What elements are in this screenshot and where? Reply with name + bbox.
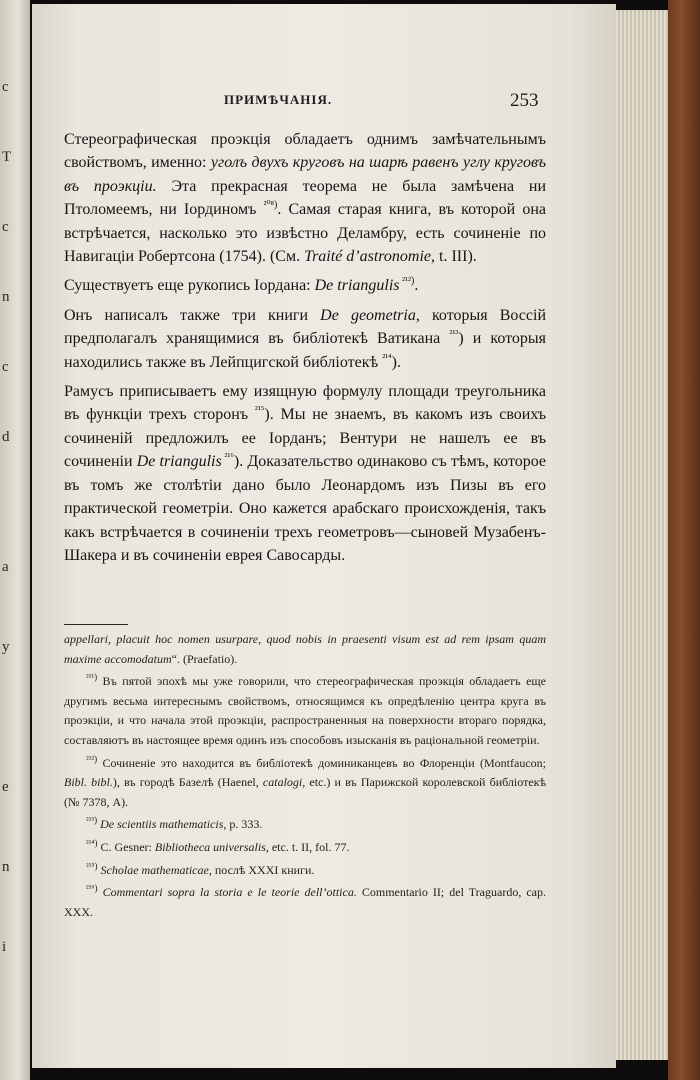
left-page-fragment: с xyxy=(2,219,9,235)
italic-title: Traité d’astronomie xyxy=(304,248,432,266)
left-page-fragment: n xyxy=(2,289,10,305)
footnote-number: ²¹³) xyxy=(86,815,98,826)
paragraph xyxy=(64,274,546,297)
text-run: ). Мы не знаемъ, въ какомъ изъ своихъ сочиненій предложилъ ее Іорданъ; Вентури не нашелъ ее въ сочиненіи xyxy=(64,406,547,471)
italic-title: De scientiis mathematicis xyxy=(100,817,224,832)
footnote-text: ), въ городѣ Базелѣ (Haenel, xyxy=(112,775,263,790)
page-block-edges xyxy=(616,10,668,1060)
left-page-fragment: с xyxy=(2,359,9,375)
main-text xyxy=(64,128,546,573)
paragraph xyxy=(64,380,546,567)
footnote-ref: ²⁰⁸) xyxy=(263,199,278,211)
text-run: Онъ написалъ также три книги xyxy=(64,306,321,324)
footnote-ref: ²¹²) xyxy=(399,276,415,288)
text-run: ) и которыя находились также въ Лейпцигской библіотекѣ xyxy=(64,330,547,371)
text-run: ). Доказательство одинаково съ тѣмъ, которое въ томъ же столѣтіи дано было Леонардомъ изъ Пизы въ его практической геометріи. Оно кажется арабскаго происхожденія, такъ какъ встрѣчается в сочиненіи трехъ геометровъ—сыновей Музабенъ-Шакера и въ сочиненіи еврея Савосарды. xyxy=(64,453,547,564)
facing-page-edge xyxy=(0,0,30,1080)
italic-latin: appellari, placuit hoc nomen usurpare, quod nobis in praesenti visum est ad rem ipsam quam maxime accomodatum xyxy=(64,632,546,666)
footnote-continuation xyxy=(64,630,546,669)
italic-title: Bibliotheca universalis xyxy=(154,839,266,854)
text-run: ). xyxy=(391,353,401,371)
footnote-text: , p. 333. xyxy=(223,817,263,832)
footnote-number: ²¹⁵) xyxy=(86,860,98,871)
italic-title: De triangulis xyxy=(136,453,222,471)
paragraph xyxy=(64,304,546,374)
book-page xyxy=(32,4,616,1068)
italic-title: Commentari sopra la storia e le teorie dell’ottica. xyxy=(102,885,357,900)
left-page-fragment: а xyxy=(2,559,9,575)
italic-title: Bibl. bibl. xyxy=(64,775,113,790)
text-run: “. (Praefatio). xyxy=(171,651,238,666)
footnote-ref: ²¹³ xyxy=(449,328,459,340)
italic-title: catalogi xyxy=(262,775,303,790)
footnote-text: Commentario II; del Traguardo, cap. XXX. xyxy=(64,885,547,919)
footnote-ref: ²¹⁶ xyxy=(221,451,234,463)
footnote-number: ²¹⁶) xyxy=(86,883,98,894)
left-page-fragment: d xyxy=(2,429,10,445)
footnote-divider xyxy=(64,624,128,625)
text-run: Рамусъ приписываетъ ему изящную формулу площади треугольника въ функціи трехъ сторонъ xyxy=(64,383,546,424)
left-page-fragment: Т xyxy=(2,149,12,165)
text-run: Стереографическая проэкція обладаетъ однимъ замѣчательнымъ свойствомъ, именно: xyxy=(64,131,546,172)
italic-theorem: уголъ двухъ круговъ на шарѣ равенъ углу круговъ въ проэкціи. xyxy=(64,154,547,195)
page-number: 253 xyxy=(510,90,539,111)
footnote-ref: ²¹⁴ xyxy=(382,352,392,364)
text-run: Существуетъ еще рукопись Іордана: xyxy=(64,277,315,295)
left-page-fragment: с xyxy=(2,79,9,95)
book-cover-edge xyxy=(668,0,700,1080)
footnote-text: C. Gesner: xyxy=(97,839,155,854)
left-page-fragment: y xyxy=(2,639,10,655)
footnotes xyxy=(64,630,546,925)
footnote-text: Сочиненіе это находится въ библіотекѣ доминиканцевъ во Флоренціи (Montfaucon; xyxy=(97,755,546,770)
footnote-214 xyxy=(64,838,546,858)
left-page-fragment: n xyxy=(2,859,10,875)
footnote-text: , etc. t. II, fol. 77. xyxy=(265,839,350,854)
footnote-215 xyxy=(64,861,546,881)
italic-title: Scholae mathematicae xyxy=(100,862,209,877)
footnote-211 xyxy=(64,672,546,750)
text-run: , t. III). xyxy=(431,248,477,266)
footnote-number: ²¹¹) xyxy=(86,672,98,683)
footnote-213 xyxy=(64,815,546,835)
left-page-fragment: i xyxy=(2,939,7,955)
left-page-fragment: e xyxy=(2,779,9,795)
text-run: , которыя Воссій предполагалъ хранящимися въ библіотекѣ Ватикана xyxy=(64,306,546,348)
footnote-ref: ²¹⁵ xyxy=(254,405,265,417)
running-title: ПРИМѢЧАНІЯ. xyxy=(224,92,333,107)
footnote-text: Въ пятой эпохѣ мы уже говорили, что стереографическая проэкція обладаетъ еще другимъ весьма интереснымъ свойствомъ, относящимся къ опредѣленію центра круга въ проэкціи, и что начала этой проэкціи, распространенныя на поверхности втораго порядка, составляютъ въ настоящее время одинъ изъ способовъ изысканія въ раціональной геометріи. xyxy=(64,674,546,747)
footnote-216 xyxy=(64,883,546,922)
text-run: . Самая старая книга, въ которой она встрѣчается, насколько это извѣстно Деламбру, есть сочиненіе по Навигаціи Робертсона (1754). (См. xyxy=(64,201,546,266)
footnote-212 xyxy=(64,754,546,813)
text-run: . xyxy=(414,277,419,295)
italic-title: De triangulis xyxy=(314,277,400,295)
paragraph xyxy=(64,128,546,268)
footnote-number: ²¹⁴) xyxy=(86,837,98,848)
footnote-number: ²¹²) xyxy=(86,753,98,764)
footnote-text: , послѣ XXXI книги. xyxy=(208,862,315,877)
footnote-text: , etc.) и въ Парижской королевской библіотекѣ (№ 7378, A). xyxy=(64,775,547,809)
text-run: Эта прекрасная теорема не была замѣчена ни Птоломеемъ, ни Іординомъ xyxy=(64,177,547,219)
italic-title: De geometria xyxy=(320,306,416,324)
